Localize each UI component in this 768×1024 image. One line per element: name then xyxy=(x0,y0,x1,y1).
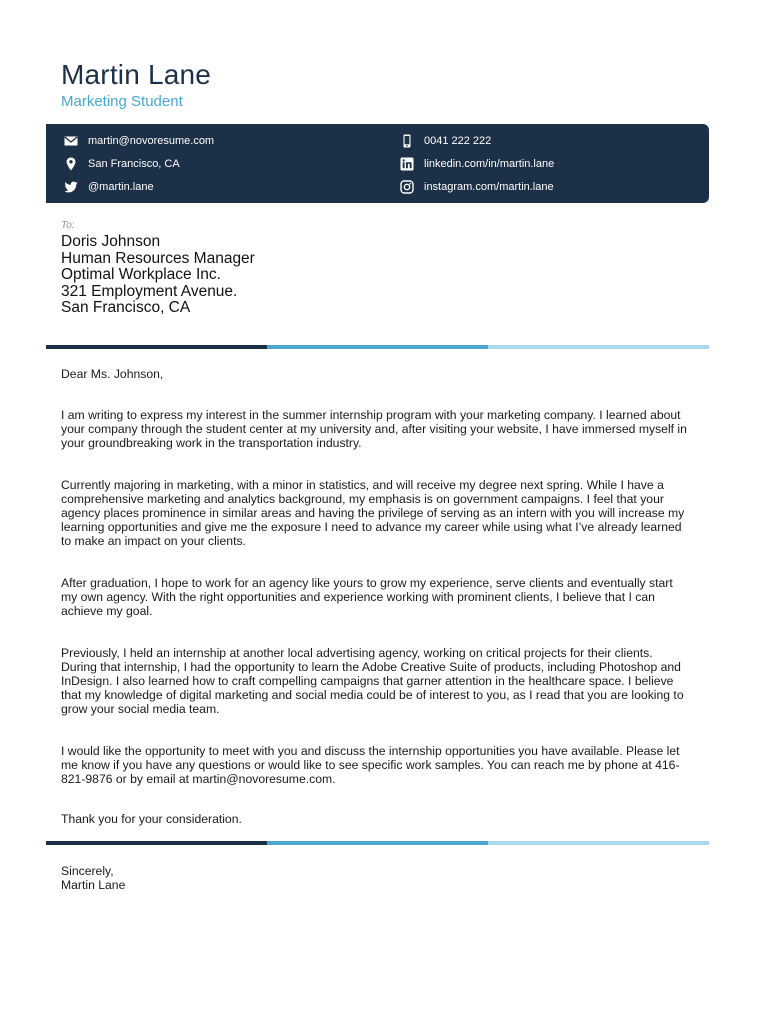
linkedin-icon xyxy=(400,157,414,171)
contact-linkedin[interactable] xyxy=(400,155,554,173)
contact-location xyxy=(64,155,180,173)
contact-bar xyxy=(46,124,709,203)
recipient-street: 321 Employment Avenue. xyxy=(61,282,238,300)
letter-paragraph-3: After graduation, I hope to work for an agency like yours to grow my experience, serve clients and eventually start my own agency. With the right opportunities and experience working with prominent clients, I believe that I can achieve my goal. xyxy=(61,576,673,618)
location-pin-icon xyxy=(64,157,78,171)
signature-name: Martin Lane xyxy=(61,878,126,892)
instagram-text: instagram.com/martin.lane xyxy=(424,181,554,193)
signoff: Sincerely, xyxy=(61,864,114,878)
recipient-block xyxy=(61,234,255,317)
applicant-title: Marketing Student xyxy=(61,93,183,110)
letter-paragraph-5: I would like the opportunity to meet with you and discuss the internship opportunities you have available. Please let me know if you have any questions or would like to see specific work samples. You can reach me by phone at 416-821-9876 or by email at martin@novoresume.com. xyxy=(61,744,680,786)
closing-thanks: Thank you for your consideration. xyxy=(61,812,242,826)
contact-phone[interactable] xyxy=(400,132,491,150)
recipient-company: Optimal Workplace Inc. xyxy=(61,266,221,283)
contact-email[interactable] xyxy=(64,132,214,150)
contact-twitter[interactable] xyxy=(64,178,154,196)
recipient-city: San Francisco, CA xyxy=(61,299,191,316)
phone-text: 0041 222 222 xyxy=(424,135,492,147)
instagram-icon xyxy=(400,180,414,194)
recipient-name: Doris Johnson xyxy=(61,233,161,250)
linkedin-text: linkedin.com/in/martin.lane xyxy=(424,158,555,170)
top-divider xyxy=(46,345,709,349)
envelope-icon xyxy=(64,134,78,148)
to-label: To: xyxy=(61,220,75,231)
letter-paragraph-1: I am writing to express my interest in the summer internship program with your marketing company. I learned about your company through the student center at my university and, after visiting your website, I have immersed myself in your groundbreaking work in the transportation industry. xyxy=(61,408,687,450)
twitter-text: @martin.lane xyxy=(88,181,154,193)
letter-paragraph-2: Currently majoring in marketing, with a minor in statistics, and will receive my degree next spring. While I have a comprehensive marketing and analytics background, my emphasis is on government campaigns. I feel that your agency places prominence in similar areas and having the privilege of serving as an intern with you will increase my learning opportunities and give me the exposure I need to advance my career while using what I’ve already learned to make an impact on your clients. xyxy=(61,478,685,548)
recipient-position: Human Resources Manager xyxy=(61,249,255,267)
applicant-name: Martin Lane xyxy=(61,59,212,90)
phone-icon xyxy=(400,134,414,148)
location-text: San Francisco, CA xyxy=(88,158,180,170)
contact-instagram[interactable] xyxy=(400,178,554,196)
letter-paragraph-4: Previously, I held an internship at another local advertising agency, working on critical projects for their clients. During that internship, I had the opportunity to learn the Adobe Creative Suite of products, including Photoshop and InDesign. I also learned how to craft compelling campaigns that garner attention in the healthcare space. I believe that my knowledge of digital marketing and social media could be of interest to you, as I read that you are looking to grow your social media team. xyxy=(61,646,684,716)
email-text: martin@novoresume.com xyxy=(88,135,215,147)
bottom-divider xyxy=(46,841,709,845)
twitter-icon xyxy=(64,180,78,194)
salutation: Dear Ms. Johnson, xyxy=(61,367,164,381)
